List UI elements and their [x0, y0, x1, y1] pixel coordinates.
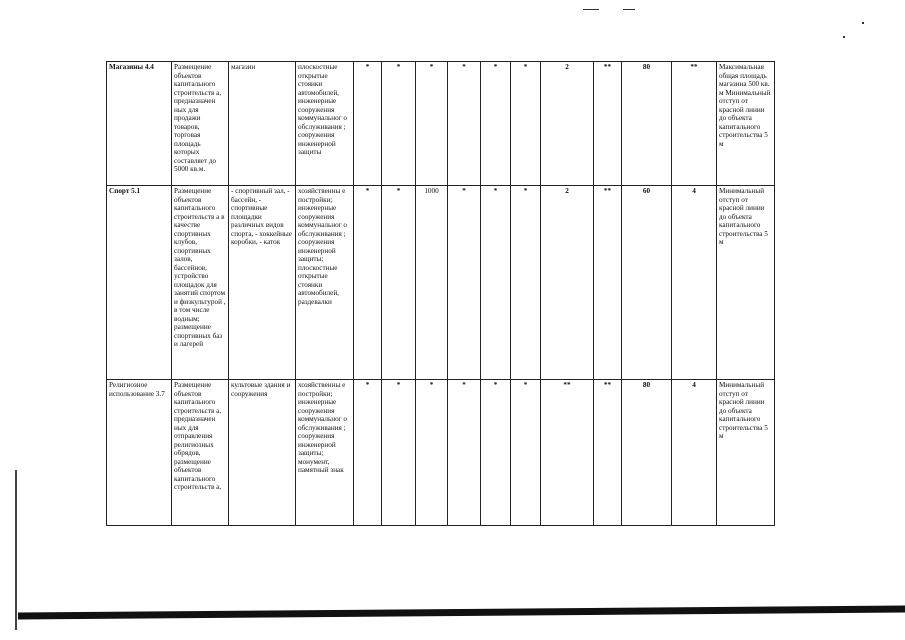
- main-uses: - спортивный зал, - бассейн, - спортивные площадки различных видов спорта, - хоккейные коробки, - каток: [229, 186, 296, 380]
- param-cell: *: [416, 380, 448, 526]
- param-cell: 4: [672, 380, 717, 526]
- scan-edge-line: [15, 470, 17, 630]
- param-cell: *: [481, 62, 511, 186]
- param-cell: 2: [541, 62, 594, 186]
- table-row: [107, 62, 775, 186]
- param-cell: **: [672, 62, 717, 186]
- zone-note: Минимальный отступ от красной линии до объекта капитального строительства 5 м: [717, 186, 775, 380]
- scan-artifact: [843, 36, 845, 38]
- param-cell: 1000: [416, 186, 448, 380]
- zone-description: Размещение объектов капитального строительств а в качестве спортивных клубов, спортивных залов, бассейнов, устройство площадок для занятий спортом и физкультурой , в том числе водным; размещение спортивных баз и лагерей: [172, 186, 229, 380]
- param-cell: *: [511, 186, 541, 380]
- auxiliary-uses: хозяйственны е постройки; инженерные сооружения коммунальног о обслуживания ; сооружения инженерной защиты; плоскостные открытые стоянки автомобилей, раздевалки: [296, 186, 354, 380]
- scan-bottom-border: [18, 606, 905, 620]
- param-cell: *: [448, 380, 481, 526]
- param-cell: *: [511, 62, 541, 186]
- param-cell: *: [481, 380, 511, 526]
- param-cell: *: [416, 62, 448, 186]
- param-cell: *: [511, 380, 541, 526]
- param-cell: *: [382, 380, 416, 526]
- param-cell: *: [448, 186, 481, 380]
- auxiliary-uses: хозяйственны е постройки; инженерные сооружения коммунальног о обслуживания ; сооружения инженерной защиты; монумент, памятный знак: [296, 380, 354, 526]
- param-cell: **: [594, 380, 622, 526]
- param-cell: 80: [622, 62, 672, 186]
- param-cell: *: [481, 186, 511, 380]
- param-cell: 60: [622, 186, 672, 380]
- zone-note: Минимальный отступ от красной линии до объекта капитального строительства 5 м: [717, 380, 775, 526]
- main-uses: магазин: [229, 62, 296, 186]
- param-cell: **: [541, 380, 594, 526]
- zone-note: Максимальная общая площадь магазина 500 кв. м Минимальный отступ от красной линии до объекта капитального строительства 5 м: [717, 62, 775, 186]
- scan-artifact: [862, 22, 864, 24]
- param-cell: *: [382, 186, 416, 380]
- param-cell: *: [448, 62, 481, 186]
- main-uses: культовые здания и сооружения: [229, 380, 296, 526]
- zone-name: Спорт 5.1: [107, 186, 172, 380]
- param-cell: *: [354, 186, 382, 380]
- param-cell: *: [354, 62, 382, 186]
- auxiliary-uses: плоскостные открытые стоянки автомобилей, инженерные сооружения коммунальног о обслуживания ; сооружения инженерной защиты: [296, 62, 354, 186]
- param-cell: *: [354, 380, 382, 526]
- scan-artifact: [623, 9, 635, 10]
- zone-name: Магазины 4.4: [107, 62, 172, 186]
- zone-name: Религиозное использование 3.7: [107, 380, 172, 526]
- table-row: [107, 186, 775, 380]
- land-use-regulations-table: [106, 61, 775, 526]
- zone-description: Размещение объектов капитального строительств а, предназначен ных для продажи товаров, торговая площадь которых составляет до 5000 кв.м.: [172, 62, 229, 186]
- param-cell: 2: [541, 186, 594, 380]
- param-cell: *: [382, 62, 416, 186]
- scan-artifact: [583, 9, 599, 10]
- table-row: [107, 380, 775, 526]
- param-cell: **: [594, 62, 622, 186]
- param-cell: **: [594, 186, 622, 380]
- param-cell: 4: [672, 186, 717, 380]
- zone-description: Размещение объектов капитального строительств а, предназначен ных для отправления религиозных обрядов, размещение объектов капитального строительств а,: [172, 380, 229, 526]
- param-cell: 80: [622, 380, 672, 526]
